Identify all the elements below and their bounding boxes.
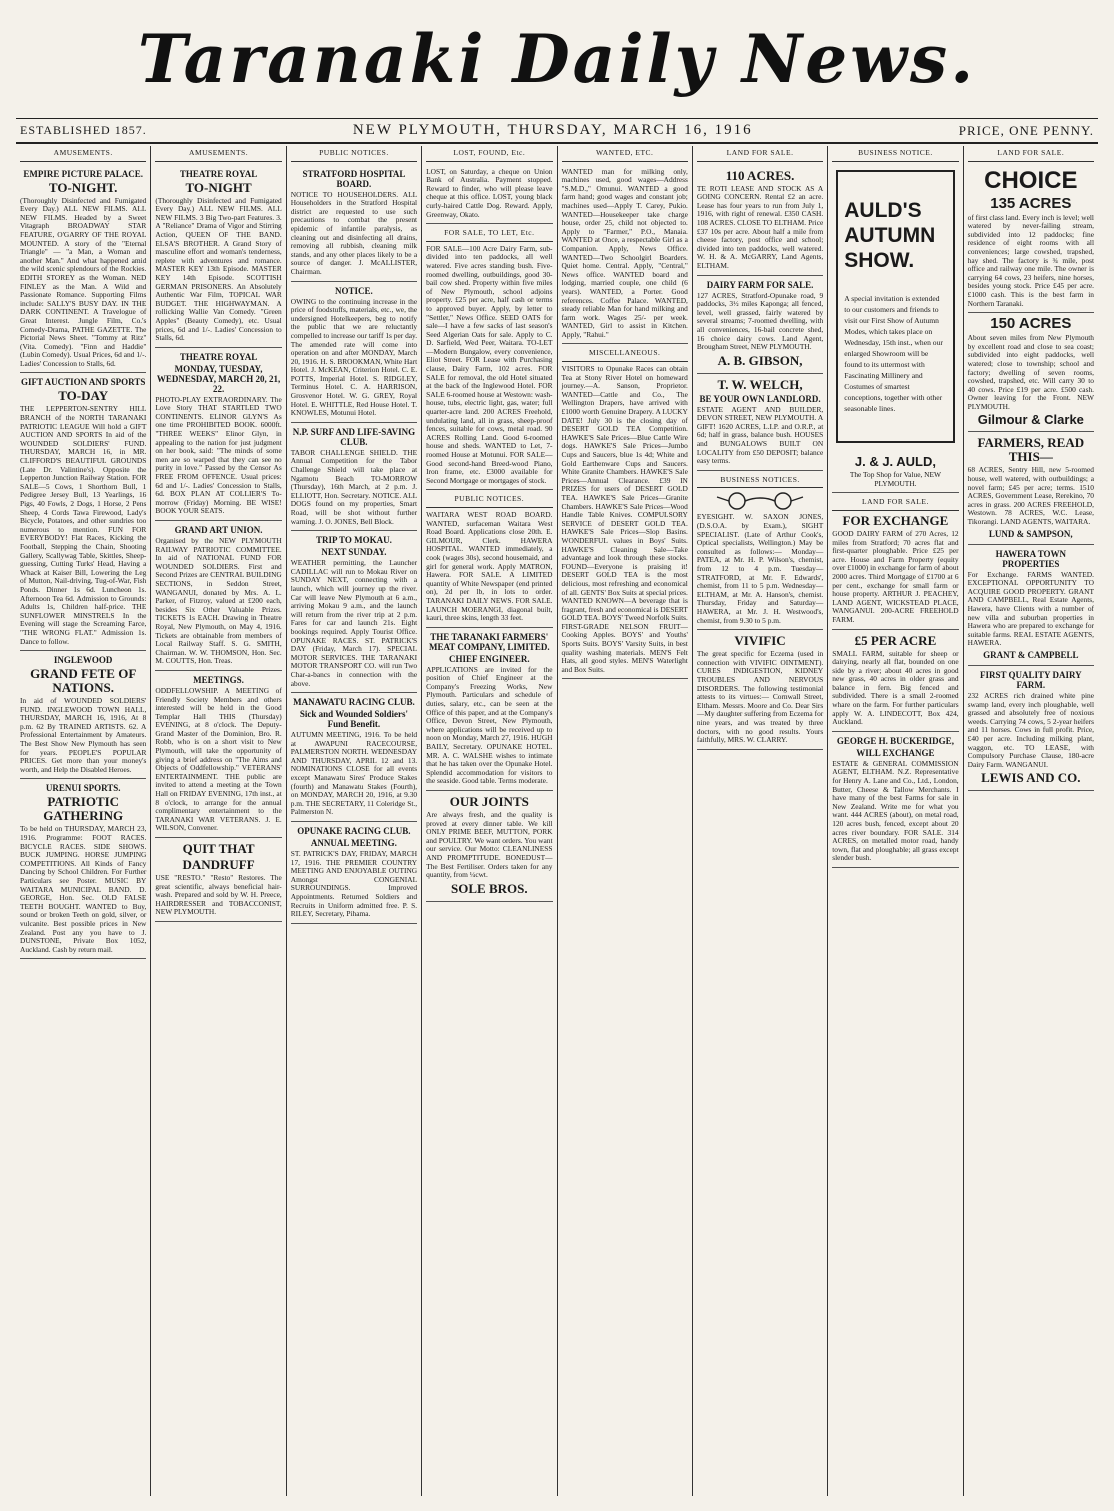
- ad-headline: 135 ACRES: [990, 194, 1072, 212]
- ad-body: WEATHER permitting, the Launcher CADILLAC will run to Mokau River on SUNDAY NEXT, connecting with a launch, which will journey up the river. Car will leave New Plymouth at 6 a.m., arriving Mokau 9 a.m., and the launch will return from the river trip at 2 p.m. Fares for car and launch 21s. Eight bookings required. Apply Tourist Office. OPUNAKE RACES. ST. PATRICK'S DAY (Friday, March 17). SPECIAL MOTOR SERVICES. THE TARANAKI MOTOR TRANSPORT CO. will run Two Char-a-bancs in connection with the above.: [290, 558, 418, 688]
- ad-headline: GRAND FETE OF NATIONS.: [30, 666, 137, 696]
- ad-headline: SOLE BROS.: [451, 880, 528, 896]
- ad-hotel-notice: [291, 282, 417, 423]
- ad-buckeridge: [832, 732, 958, 868]
- ad-title: GEORGE H. BUCKERIDGE,: [836, 735, 954, 746]
- ad-theatre-royal: [155, 165, 281, 348]
- ad-for-exchange: [832, 493, 958, 629]
- ad-body: LOST, on Saturday, a cheque on Union Bank of Australia. Payment stopped. Reward to finder, who will please leave cheque at this office. LOST, young black curly-haired Cattle Dog. Reward. Apply, Greenway, Okato.: [426, 166, 553, 219]
- ad-body: GOOD DAIRY FARM of 270 Acres, 12 miles from Stratford; 70 acres flat and first-quarter ploughable. Price £25 per acre. House and Farm Property (equity over £1000) in exchange for farm of about 2000 acres. Third Mortgage of £1700 at 6 per cent., exchange for small farm or house property. ARTHUR J. PEACHEY, LAND AGENT, WICKSTEAD PLACE, WANGANUI. 200-ACRE FREEHOLD FARM.: [832, 528, 959, 624]
- ad-sole-bros: [426, 791, 552, 902]
- ad-title: N.P. SURF AND LIFE-SAVING CLUB.: [292, 426, 416, 447]
- ad-headline: A. B. GIBSON,: [717, 352, 803, 368]
- ad-surf-club: [291, 423, 417, 531]
- ad-farmers-read-this: [968, 432, 1094, 544]
- ad-dairy-farm: [697, 276, 823, 374]
- ad-title: 110 ACRES.: [725, 167, 795, 183]
- ad-jj-auld: [832, 451, 958, 493]
- ad-title: STRATFORD HOSPITAL BOARD.: [302, 168, 406, 189]
- ad-body: NOTICE TO HOUSEHOLDERS. ALL Householders in the Stratford Hospital district are requested to use such precautions to combat the present epidemic of infantile paralysis, as cleaning out and disinfecting all drains, removing all rubbish, cleaning milk stands, and any other places likely to be a source of danger. J. McALLISTER, Chairman.: [290, 189, 418, 276]
- ad-title: VIVIFIC: [734, 633, 786, 649]
- ad-body: A special invitation is extended to our customers and friends to visit our First Show of Autumn Modes, which takes place on Wednesday, 15th inst., when our enlarged Showroom will be found to its uttermost with Fascinating Millinery and Costumes of smartest conceptions, together with other seasonable lines.: [844, 293, 943, 413]
- column-header: BUSINESS NOTICE.: [832, 146, 958, 162]
- ad-body: About seven miles from New Plymouth by excellent road and close to sea coast; subdivided into eight paddocks, well watered; close to township; school and factory; dwelling of seven rooms, cowshed, trapshed, etc. Will carry 30 to 40 cows. Price £19 per acre. £500 cash. Owner leaving for the Front. NEW PLYMOUTH.: [967, 333, 1094, 411]
- ad-headline: CHIEF ENGINEER.: [448, 653, 530, 664]
- ad-headline: GRANT & CAMPBELL: [983, 649, 1079, 660]
- ad-headline: LUND & SAMPSON,: [988, 528, 1073, 539]
- ad-five-pound-per-acre: [832, 630, 958, 732]
- ad-stratford-hospital: [291, 165, 417, 282]
- ad-body: (Thoroughly Disinfected and Fumigated Every Day.) ALL NEW FILMS. ALL NEW FILMS. 3 Big Two-part Features. 3. A "Reliance" Drama of Vigor and Stirring Action, QUEEN OF THE BAND. ELSA'S BROTHER. A Grand Story of masculine effort and woman's tenderness, replete with adventures and romance. MASTER KEY 13th Episode. MASTER KEY 14th Episode. SCOTTISH GERMAN PRISONERS. An Absolutely Authentic War Film, TOPICAL WAR BUDGET. THE HIGHWAYMAN. A rollicking Wallie Van Comedy. "Green Apples" (Beauty Comedy), etc. Usual prices, 6d and 1/-. Ladies' Concession to Stalls, 6d.: [155, 195, 282, 343]
- ad-title: INGLEWOOD: [53, 655, 113, 666]
- spectacles-icon: [715, 491, 805, 511]
- ad-gift-auction: [20, 373, 146, 651]
- ad-title: DAIRY FARM FOR SALE.: [706, 279, 814, 290]
- column-land-for-sale-1: [693, 146, 828, 1496]
- ad-headline-line-3: SHOW.: [844, 248, 915, 272]
- ad-freezing-works: [426, 628, 552, 791]
- ad-title: HAWERA TOWN PROPERTIES: [995, 548, 1067, 569]
- column-amusements-2: [151, 146, 286, 1496]
- ad-headline: TO-NIGHT: [185, 179, 252, 195]
- ad-body: Are always fresh, and the quality is proved at every dinner table. We kill ONLY PRIME BEEF, MUTTON, PORK and POULTRY. We want orders. You want our service. Our Motto: CLEANLINESS AND PROMPTITUDE. BONEDUST—The Best Fertiliser. Orders taken for any quantity, from ¼cwt.: [426, 810, 553, 880]
- ad-body: TE ROTI LEASE AND STOCK AS A GOING CONCERN. Rental £2 an acre. Lease has four years to run from July 1, 1916, with right of renewal. £350 CASH. 108 ACRES. CLOSE TO ELTHAM. Price £37 10s per acre. About half a mile from cheese factory, post office and school; divided into ten paddocks, well watered. W. H. & A. McGARRY, Land Agents, ELTHAM.: [696, 183, 824, 270]
- ad-manawatu-racing: [291, 693, 417, 822]
- ad-title: THEATRE ROYAL: [179, 351, 258, 362]
- ad-headline: BE YOUR OWN LANDLORD.: [699, 393, 821, 404]
- ad-headline-line-1: AULD'S: [844, 198, 922, 222]
- section-header: MISCELLANEOUS.: [562, 346, 688, 362]
- ad-headline: ANNUAL MEETING.: [310, 838, 397, 849]
- ad-title: OUR JOINTS: [449, 794, 529, 809]
- ad-body: AUTUMN MEETING, 1916. To be held at AWAPUNI RACECOURSE, PALMERSTON NORTH. WEDNESDAY AND THURSDAY, APRIL 12 and 13. NOMINATIONS CLOSE for all events except Manawatu Sires' Produce Stakes (fourth) and Manawatu Stakes (Fourth), on MONDAY, MARCH 20, 1916, at 9.30 p.m. THE SECRETARY, 11 Coleridge St., Palmerston N.: [290, 730, 418, 817]
- ad-headline: TO-NIGHT.: [48, 179, 118, 195]
- ad-miscellaneous: [562, 344, 688, 679]
- column-header: LAND FOR SALE.: [968, 146, 1094, 162]
- ad-eyesight: [697, 471, 823, 630]
- ad-body: USE "RESTO." "Resto" Restores. The great scientific, always beneficial hair-wash. Prepared and sold by W. H. Preece, HAIRDRESSER and TOBACCONIST, NEW PLYMOUTH.: [155, 873, 282, 917]
- ad-headline-line-2: AUTUMN: [844, 223, 936, 247]
- ad-title: GRAND ART UNION.: [174, 525, 263, 535]
- column-header: LOST, FOUND, Etc.: [426, 146, 552, 162]
- column-header: PUBLIC NOTICES.: [291, 146, 417, 162]
- ad-meetings: [155, 671, 281, 838]
- ad-body: WANTED man for milking only, machines used, good wages—Address "S.M.D.," Omunui. WANTED a good farm hand; good wages and constant job; machines used—Apply T. Carey, Pukio. WANTED—Housekeeper take charge house, order 25, child not objected to. Apply to "Farmer," P.O., Manaia. WANTED at Once, a respectable Girl as a Companion. Apply, News Office. WANTED—Two Schoolgirl Boarders. Quiet home. Central. Apply, "Central," News office. WANTED board and lodging, married couple, one child (6 years). WANTED, a Porter. Good references. Coffee Palace. WANTED, steady reliable Man for hand milking and farm work. Wages 25/- per week. WANTED, Girl to assist in Kitchen. Apply, "Rahui.": [561, 166, 688, 339]
- ad-title: FARMERS, READ THIS—: [977, 435, 1085, 465]
- ad-urenui-sports: [20, 779, 146, 959]
- ad-opunake-racing: [291, 822, 417, 924]
- dateline-bar: [16, 118, 1098, 144]
- ad-title: QUIT THAT: [182, 841, 255, 856]
- ad-title: URENUI SPORTS.: [45, 783, 121, 794]
- ad-body: APPLICATIONS are invited for the position of Chief Engineer at the Company's Freezing Works, New Plymouth. Particulars and schedule of duties, salary, etc., can be seen at the Office of this paper, and at the Company's Office, Devon Street, New Plymouth, where applications will be received up to noon on Monday, March 27, 1916. HUGH BAILY, Secretary. OPUNAKE HOTEL. MR. A. C. WALSHE wishes to intimate that he has taken over the Opunake Hotel. Splendid accommodation for visitors to the seaside. Good table. Terms moderate.: [426, 664, 553, 786]
- ad-title: T. W. WELCH,: [717, 376, 803, 392]
- dateline: NEW PLYMOUTH, THURSDAY, MARCH 16, 1916: [352, 122, 753, 138]
- column-header: AMUSEMENTS.: [20, 146, 146, 162]
- ad-body: 68 ACRES, Sentry Hill, new 5-roomed house, well watered, with outbuildings; a novel farm; £45 per acre; terms. 1510 ACRES, Government Lease, Rerekino, 70 acres in grass. 200 ACRES FREEHOLD, Westown. 78 ACRES, W.C. Lease, Tikorangi. LAND AGENTS, WAITARA.: [967, 465, 1094, 527]
- ad-title: MEETINGS.: [193, 674, 244, 685]
- ad-title: FIRST QUALITY DAIRY FARM.: [979, 669, 1082, 690]
- ad-body: The Top Shop for Value, NEW PLYMOUTH.: [849, 470, 942, 488]
- ad-headline: MONDAY, TUESDAY, WEDNESDAY, MARCH 20, 21, 22.: [156, 363, 281, 394]
- ad-body: EYESIGHT. W. SAXON JONES, (D.S.O.A. by Exam.), SIGHT SPECIALIST. (Late of Arthur Cook's, Optical specialists, Wellington.) May be consulted as follows:— Monday—PATEA, at Mr. H. P. Wilson's, chemist, from 12 to 4 p.m. Tuesday—STRATFORD, at Mr. F. Edwards', chemist, from 11 to 5 p.m. Wednesday—ELTHAM, at Mr. A. Hanson's, chemist. Thursday, Friday and Saturday—HAWERA, at Mr. J. H. Westwood's, chemist, from 9.30 to 5 p.m.: [696, 512, 824, 625]
- column-business-notice: [828, 146, 963, 1496]
- ad-title: J. & J. AULD,: [854, 454, 937, 470]
- ad-choice-135-acres: [968, 165, 1094, 314]
- column-public-notices: [287, 146, 422, 1496]
- section-header: LAND FOR SALE.: [832, 495, 958, 511]
- ad-body: 232 ACRES rich drained white pine swamp land, every inch ploughable, well grassed and absolutely free of noxious weeds. Carrying 74 cows, 5 2-year heifers and 11 horses. Cows in full profit. Price, £40 per acre. Including milking plant, waggon, etc. TO LEASE, with Compulsory Purchase Clause, 180-acre Dairy Farm. WANGANUI.: [967, 690, 1094, 769]
- column-land-for-sale-2: [964, 146, 1098, 1496]
- ad-hawera-town-properties: [968, 545, 1094, 666]
- ad-body: ST. PATRICK'S DAY, FRIDAY, MARCH 17, 1916. THE PREMIER COUNTRY MEETING AND ENJOYABLE OUTING Amongst CONGENIAL SURROUNDINGS. Improved Appointments. Returned Soldiers and Recruits in Uniform admitted free. P. S. RILEY, Secretary, Pihama.: [290, 849, 418, 919]
- ad-for-sale-to-let: [426, 224, 552, 490]
- ad-body: ESTATE & GENERAL COMMISSION AGENT, ELTHAM. N.Z. Representative for Henry A. Lane and Co., Ltd., London, Butter, Cheese & Tallow Merchants. I have many of the best Farms for sale in New Zealand. Write me for what you want. 444 ACRES (about), on metal road, 120 acres bush, fenced, except about 20 acres river boundary. FOR SALE. 314 ACRES, on metalled motor road, handy town, flat and ploughable; all grass except slender bush.: [832, 758, 959, 863]
- ad-body: SMALL FARM, suitable for sheep or dairying, nearly all flat, bounded on one side by a river; about 40 acres in good new grass, 40 acres in older grass and balance in fern. Big fenced and subdivided. There is a small 2-roomed whare on the farm. For further particulars apply W. A. LINDECOTT, Box 424, Auckland.: [832, 648, 959, 727]
- ad-body: PHOTO-PLAY EXTRAORDINARY. The Love Story THAT STARTLED TWO CONTINENTS. ELINOR GLYN'S As one time PROHIBITED BOOK. 6000ft. "THREE WEEKS" Elinor Glyn, in appealing to the nation for just judgment on her book, said: "The minds of some men are so warped that they can see no purity in love." Passed by the Censor As FREE FROM OFFENCE. Usual prices: 6d and 1/-. Ladies' Concession to Stalls, 6d. BOX PLAN AT COLLIER'S To-morrow (Friday) Morning. BE WISE! BOOK YOUR SEATS.: [155, 394, 282, 516]
- ad-headline: DANDRUFF: [182, 857, 255, 872]
- ad-110-acres: [697, 165, 823, 276]
- ad-body: FOR SALE—100 Acre Dairy Farm, sub-divided into ten paddocks, all well watered. Five acres standing bush. Five-roomed dwelling, outbuildings, good 30-bail cow shed. Property within five miles of New Plymouth, school adjoins property. £25 per acre, half cash or terms to approved buyer. Apply, by letter to "Settler," News Office. SEED OATS for sale—I have a few sacks of last season's Seed Algerian Oats for sale. Apply to C. D. Sarfield, Wed Peer, Waitara. TO-LET—Modern Bungalow, every convenience, Eliot Street. FOR Lease with Purchasing clause, Dairy Farm, 102 acres. FOR SALE for removal, the old Hotel situated at the back of the Inglewood Hotel. FOR SALE 6-roomed house at Westown: wash-house, tubs, electric light, gas, water; full quarter-acre land. 200 ACRES Freehold, undulating land, all in grass, sheep-proof fences, suitable for cows, metal road. 90 ACRES Rolling Land. Good 6-roomed house and sheds. WANTED to Let, 7-roomed House at Motunui. FOR SALE—Good second-hand Breed-wood Piano, Iron frame, etc. £3000 available for Second Mortgage or mortgages of stock.: [426, 243, 553, 485]
- ad-headline: Sick and Wounded Soldiers' Fund Benefit.: [299, 709, 408, 730]
- ad-body: Organised by the NEW PLYMOUTH RAILWAY PATRIOTIC COMMITTEE. In aid of NATIONAL FUND FOR WOUNDED SOLDIERS. First and Second Prizes are CENTRAL BUILDING SECTIONS, in Seddon Street, WANGANUI, donated by Mrs. A. L. Parker, of Fitzroy, valued at £200 each, besides Six Other Valuable Prizes. TICKETS 1s EACH. Drawing in Theatre Royal, New Plymouth, on May 4, 1916. Tickets are obtainable from members of Local Railway Staff. S. G. SMITH, Chairman. W. W. THOMSON, Hon. Sec. M. COUTTS, Hon. Treas.: [155, 536, 282, 666]
- ad-title: TRIP TO MOKAU.: [315, 535, 392, 546]
- ad-headline: TO-DAY: [58, 388, 109, 404]
- ad-body: The great specific for Eczema (used in connection with VIVIFIC OINTMENT). CURES INDIGESTION, KIDNEY TROUBLES AND NERVOUS DISORDERS. The following testimonial attests to its virtues:— Cornwall Street, Eltham. Messrs. Moore and Co. Dear Sirs—My daughter suffering from Eczema for nine years, and was treated by three doctors, with no good results. Yours faithfully, MRS. W. CLARRY.: [696, 649, 824, 745]
- section-header: BUSINESS NOTICES.: [697, 473, 823, 489]
- ad-three-weeks: [155, 348, 281, 521]
- columns: [16, 146, 1098, 1496]
- column-lost-found: [422, 146, 557, 1496]
- ad-title: THE TARANAKI FARMERS' MEAT COMPANY, LIMITED.: [428, 631, 550, 652]
- ad-body: THE LEPPERTON-SENTRY HILL BRANCH of the NORTH TARANAKI PATRIOTIC LEAGUE Will hold a GIFT AUCTION AND SPORTS In aid of the WOUNDED SOLDIERS' FUND. THURSDAY, MARCH 16, in MR. CLIFFORD'S BEAUTIFUL GROUNDS (Late Dr. Valintine's). Opposite the Lepperton Junction Railway Station. FOR SALE—5 Cows, 1 Shorthorn Bull, 1 Pedigree Jersey Bull, 13 Yearlings, 16 Pigs, 40 Fowls, 2 Dogs, 1 Horse, 2 Pens Sheep, 4 Cords Tawa Firewood, Lady's Bicycle, Potatoes, and other sundries too numerous to mention. FUN FOR EVERYBODY! Flat Races, Kicking the Football, Stepping the Chain, Shooting Gallery, Scallywag Table, Skittles, Sheep-guessing, Cutting Turks' Head, Having a Whack at Kaiser Bill, Lowering the Leg of Mutton, Nail-driving, Tug-of-War, Fish Ponds. Dinner 1s 6d. Luncheon 1s. Afternoon Tea 6d. Admission to Grounds: Adults 1s, Children half-price. THE SUNFLOWER MINSTRELS In the Evening will stage the Screaming Farce, "THE WRONG FLAT." Admission 1s. Dance to follow.: [20, 404, 147, 646]
- price-label: PRICE, ONE PENNY.: [958, 122, 1094, 138]
- ad-headline: PATRIOTIC GATHERING: [43, 794, 124, 824]
- ad-inglewood-fete: [20, 651, 146, 779]
- ad-body: For Exchange. FARMS WANTED. EXCEPTIONAL OPPORTUNITY TO ACQUIRE GOOD PROPERTY. GRANT AND CAMPBELL, Real Estate Agents, Hawera, have Clients with a number of new villa and suburban properties in Hawera who are prepared to exchange for suitable farms. REAL ESTATE AGENTS, HAWERA.: [967, 569, 1094, 648]
- ad-title: OPUNAKE RACING CLUB.: [297, 826, 411, 837]
- established-label: ESTABLISHED 1857.: [20, 123, 147, 137]
- column-header: LAND FOR SALE.: [697, 146, 823, 162]
- ad-title: £5 PER ACRE: [854, 632, 937, 648]
- ad-wanted-list: [562, 165, 688, 345]
- ad-body: TABOR CHALLENGE SHIELD. THE Annual Competition for the Tabor Challenge Shield will take place at Ngamotu Beach TO-MORROW (Thursday), 16th March, at 2 p.m. J. ELLIOTT, Hon. Secretary. NOTICE. ALL DOGS found on my properties, Smart Road, will be shot without further warning. J. O. JONES, Bell Block.: [290, 447, 418, 526]
- ad-aulds-autumn-show: [836, 170, 954, 444]
- ad-body: In aid of WOUNDED SOLDIERS' FUND. INGLEWOOD TOWN HALL, THURSDAY, MARCH 16, 1916, At 8 p.m. 62 By TRAINED ARTISTS. 62. A Professional Entertainment by Amateurs. The Best Show New Plymouth has seen for years. PEOPLE'S POPULAR PRICES. Get more than your money's worth, and Help the Disabled Heroes.: [20, 696, 147, 774]
- ad-first-quality-dairy-farm: [968, 666, 1094, 791]
- ad-title: MANAWATU RACING CLUB.: [293, 697, 415, 708]
- ad-150-acres: [968, 313, 1094, 432]
- ad-body: 127 ACRES, Stratford-Opunake road, 9 paddocks, 3½ miles Kaponga; all fenced, level, well grassed, fairly watered by several streams; 7-roomed dwelling, with all conveniences, 16-bail concrete shed, 16 choice dairy cows. Land Agent, Brougham Street, NEW PLYMOUTH.: [696, 290, 824, 352]
- section-header: FOR SALE, TO LET, Etc.: [426, 226, 552, 242]
- ad-trip-to-mokau: [291, 531, 417, 693]
- ad-vivific: [697, 630, 823, 750]
- ad-headline: NEXT SUNDAY.: [321, 547, 387, 558]
- ad-headline: WILL EXCHANGE: [856, 747, 935, 758]
- ad-body: OWING to the continuing increase in the price of foodstuffs, materials, etc., we, the undersigned Hotelkeepers, beg to notify the public that we are reluctantly compelled to increase our tariff 1s per day. The amended rate will come into operation on and after MONDAY, March 20, 1916. H. S. BROOKMAN, White Hart Hotel. J. McKEAN, Criterion Hotel. C. E. POTTS, Imperial Hotel. S. RIDGLEY, Terminus Hotel. C. A. HARRISON, Grosvenor Hotel. W. G. GREY, Royal Hotel. E. WHITTLE, Red House Hotel. T. KNOWLES, Motunui Hotel.: [290, 296, 418, 418]
- ad-headline: Gilmour & Clarke: [977, 412, 1084, 428]
- masthead: [16, 0, 1098, 118]
- ad-body: ODDFELLOWSHIP. A MEETING of Friendly Society Members and others interested will be held in the Good Templar Hall THIS (Thursday) EVENING, at 8 o'clock. The Deputy-Grand Master of the Dominion, Bro. R. Robb, who is on a short visit to New Plymouth, will take the opportunity of giving a brief address on "The Aims and Objects of Oddfellowship." VETERANS' ENTERTAINMENT. THE public are invited to attend a meeting at the Town Hall on FRIDAY EVENING, 17th inst., at 8 o'clock, to arrange for the annual complimentary entertainment to the TARANAKI WAR VETERANS. J. E. WILSON, Convener.: [155, 685, 282, 833]
- ad-tw-welch: [697, 374, 823, 471]
- ad-body: of first class land. Every inch is level; well watered by never-failing stream, subdivided into 12 paddocks; fine residence of eight rooms with all conveniences; large cowshed, trapshed, hay shed. The factory is ¾ mile, post office and railway one mile. The owner is carrying 64 cows, 23 heifers, nine horses, besides young stock. Price £45 per acre. £1000 cash. This is the best farm in Northern Taranaki.: [967, 212, 1094, 308]
- ad-grand-art-union: [155, 521, 281, 671]
- column-header: AMUSEMENTS.: [155, 146, 281, 162]
- ad-public-notices-2: [426, 490, 552, 627]
- ad-body: ESTATE AGENT AND BUILDER, DEVON STREET, NEW PLYMOUTH. A GIFT! 1620 ACRES, L.I.P. and O.R.P., at 6d; half in grass, balance bush. HOUSES and BUNGALOWS BUILT ON LOCALITY from £50 DEPOSIT; balance easy terms.: [696, 404, 824, 466]
- ad-resto-dandruff: [155, 838, 281, 922]
- ad-body: VISITORS to Opunake Races can obtain Tea at Stony River Hotel on homeward journey.—A. Sanson, Proprietor. WANTED—Cattle and Co., The Wellington Drapers, have arrived with £1000 worth Genuine Drapery. A LUCKY DATE! July 30 is the closing day of DESERT GOLD TEA Competition. HAWKE'S Sale Prices—Blue Cattle Wire dogs. HAWKE'S Sale Prices—Jumbo Cups and Saucers, blue 1s 4d; White and Gold Earthenware Cups and Saucers. White Granite Chambers. HAWKE'S Sale Prices—Annual Clearance. £39 IN PRIZES for users of DESERT GOLD TEA. HAWKE'S Sale Prices—Granite Chambers. HAWKE'S Sale Prices—Wood Handle Table Knives. COMPULSORY SERVICE of DESERT GOLD TEA. HAWKE'S Sale Prices—Slop Basins. WONDERFUL values in Boys' Suits. HAWKE'S Cleaning Sale—Take advantage and look through these stocks. FOUND—Everyone is praising it! DESERT GOLD TEA is the most delicious, most refreshing and economical of all. GENTS' Box Suits at special prices. WANTED KNOWN—A beverage that is fragrant, fresh and economical is DESERT GOLD TEA. BOYS' Tweed Norfolk Suits. FIRST-GRADE NELSON FRUIT—Cooking Apples. BOYS' and Youths' Sports Suits. BOYS' Varsity Suits, in best quality washing materials. MEN'S Felt Hats, all good styles. MEN'S Waterlight and Box Suits.: [561, 364, 688, 674]
- ad-title: THEATRE ROYAL: [179, 168, 258, 179]
- ad-title: 150 ACRES: [990, 315, 1072, 333]
- newspaper-title: Taranaki Daily News.: [137, 20, 977, 98]
- column-amusements-1: [16, 146, 151, 1496]
- ad-title: EMPIRE PICTURE PALACE.: [23, 168, 143, 179]
- section-header: PUBLIC NOTICES.: [426, 492, 552, 508]
- ad-headline: LEWIS AND CO.: [981, 770, 1081, 786]
- column-header: WANTED, ETC.: [562, 146, 688, 162]
- column-wanted: [558, 146, 693, 1496]
- ad-title: NOTICE.: [335, 285, 373, 296]
- ad-lost-items: [426, 165, 552, 225]
- ad-title: GIFT AUCTION AND SPORTS: [21, 377, 146, 388]
- ad-body: WAITARA WEST ROAD BOARD. WANTED, surfaceman Waitara West Road Board. Applications close 20th. E. GILMOUR, Clerk. HAWERA HOSPITAL. WANTED immediately, a cook (wages 30s), second housemaid, and girl for general work. Apply MATRON, Hawera. FOR SALE. A LIMITED quantity of White Newspaper (end printed on), 2d per lb, in lots to order. TARANAKI DAILY NEWS. FOR SALE. LAUNCH MOERANGI, diagonal built, kauri, three skins, length 33 feet.: [426, 509, 553, 623]
- ad-body: (Thoroughly Disinfected and Fumigated Every Day.) ALL NEW FILMS. ALL NEW FILMS. Headed by a Sweet Vitagraph BROADWAY STAR FEATURE, O'GARRY OF THE ROYAL MOUNTED. A story of the "Eternal Triangle" — "a Man, a Woman and another Man." And what happened amid the wild scenic splendours of the Rockies. EDITH STOREY as the Woman. NED FINLEY as the Man. A Wild and Passionate Romance. Supporting Films include: SALLY'S BUSY DAY. IN THE DARK CONTINENT. A Travelogue of Great Interest. Jungle Film, Co.'s Comedy-Drama, PATHE GAZETTE. The Pictorial News Sheet. "Tommy at Ritz" (Vita. Comedy). "Finn and Haddie" (Lubin Comedy). Usual Prices, 6d and 1/-. Ladies' Concession to Stalls, 6d.: [20, 195, 147, 368]
- ad-body: To be held on THURSDAY, MARCH 23, 1916. Programme: FOOT RACES. BICYCLE RACES. SIDE SHOWS. BUCK JUMPING. HORSE JUMPING COMPETITIONS. All Kinds of Fancy Dancing by School Children. For Further Particulars see Poster. MUSIC BY WAITARA MUNICIPAL BAND. D. GEORGE, Hon. Sec. OLD FALSE TEETH BOUGHT. WANTED to Buy, sound or broken Teeth on gold, silver, or vulcanite. Best possible prices in New Zealand. Post any you have to J. DUNSTONE, Private Box 1052, Auckland. Cash by return mail.: [20, 824, 147, 954]
- ad-title: CHOICE: [984, 166, 1078, 194]
- ad-empire-picture-palace: [20, 165, 146, 374]
- ad-headline: FOR EXCHANGE: [842, 512, 949, 528]
